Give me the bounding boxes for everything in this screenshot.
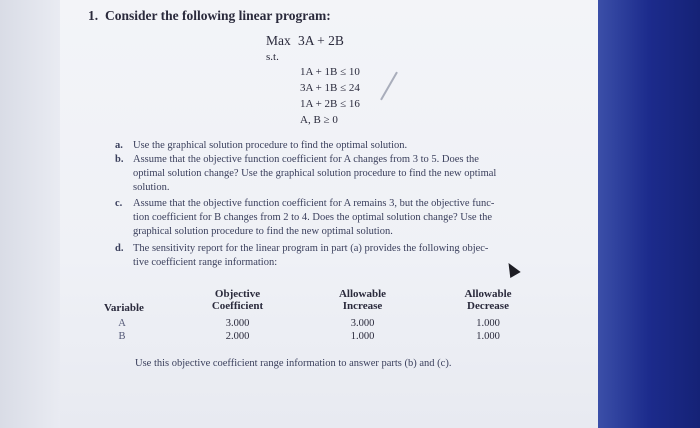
- part-b-label: b.: [115, 154, 124, 165]
- part-c-line: tion coefficient for B changes from 2 to 4. Does the optimal solution change? Use the: [133, 212, 493, 223]
- part-d-label: d.: [115, 243, 124, 254]
- part-d-line: The sensitivity report for the linear program in part (a) provides the following objec-: [133, 243, 489, 254]
- table-row-a-increase: 3.000: [350, 318, 375, 329]
- table-row-a-decrease: 1.000: [476, 318, 500, 329]
- subject-to-label: s.t.: [266, 51, 279, 63]
- part-b-line: Assume that the objective function coefficient for A changes from 3 to 5. Does the: [133, 154, 479, 165]
- part-b-line: solution.: [133, 182, 170, 193]
- part-c-line: Assume that the objective function coefficient for A remains 3, but the objective func-: [133, 198, 495, 209]
- table-row-b-coefficient: 2.000: [225, 331, 250, 342]
- problem-number: 1.: [88, 8, 99, 23]
- background-left: [0, 0, 60, 428]
- table-row-a-variable: A: [118, 318, 126, 329]
- part-a-text: Use the graphical solution procedure to find the optimal solution.: [133, 140, 408, 151]
- objective-function: 3A + 2B: [298, 33, 344, 48]
- header-allowable-increase: [325, 288, 400, 312]
- constraint-1: 1A + 1B ≤ 10: [300, 66, 360, 78]
- nonnegativity-constraint: A, B ≥ 0: [300, 114, 338, 126]
- table-row-b-decrease: 1.000: [476, 331, 500, 342]
- table-row-b-increase: 1.000: [350, 331, 375, 342]
- part-d-line: tive coefficient range information:: [133, 257, 278, 268]
- header-allowable-decrease: [448, 288, 528, 312]
- table-row-b-variable: B: [118, 331, 126, 342]
- constraint-3: 1A + 2B ≤ 16: [300, 98, 360, 110]
- header-line: Increase: [342, 300, 383, 312]
- part-c-line: graphical solution procedure to find the new optimal solution.: [133, 226, 393, 237]
- header-line: Coefficient: [211, 300, 264, 312]
- header-line: Decrease: [467, 300, 509, 312]
- part-b-line: optimal solution change? Use the graphical solution procedure to find the new optimal: [133, 168, 497, 179]
- problem-heading: Consider the following linear program:: [105, 8, 331, 23]
- part-c-label: c.: [115, 198, 123, 209]
- background-right: [598, 0, 700, 428]
- table-row-a-coefficient: 3.000: [225, 318, 250, 329]
- constraint-2: 3A + 1B ≤ 24: [300, 82, 360, 94]
- header-line: Allowable: [464, 288, 512, 300]
- part-a-label: a.: [115, 140, 123, 151]
- header-objective-coefficient: [200, 288, 275, 312]
- header-line: Allowable: [338, 288, 387, 300]
- objective-label: Max: [266, 33, 291, 48]
- footer-note: Use this objective coefficient range information to answer parts (b) and (c).: [135, 358, 452, 369]
- header-line: Objective: [214, 288, 261, 300]
- header-variable: Variable: [104, 302, 144, 314]
